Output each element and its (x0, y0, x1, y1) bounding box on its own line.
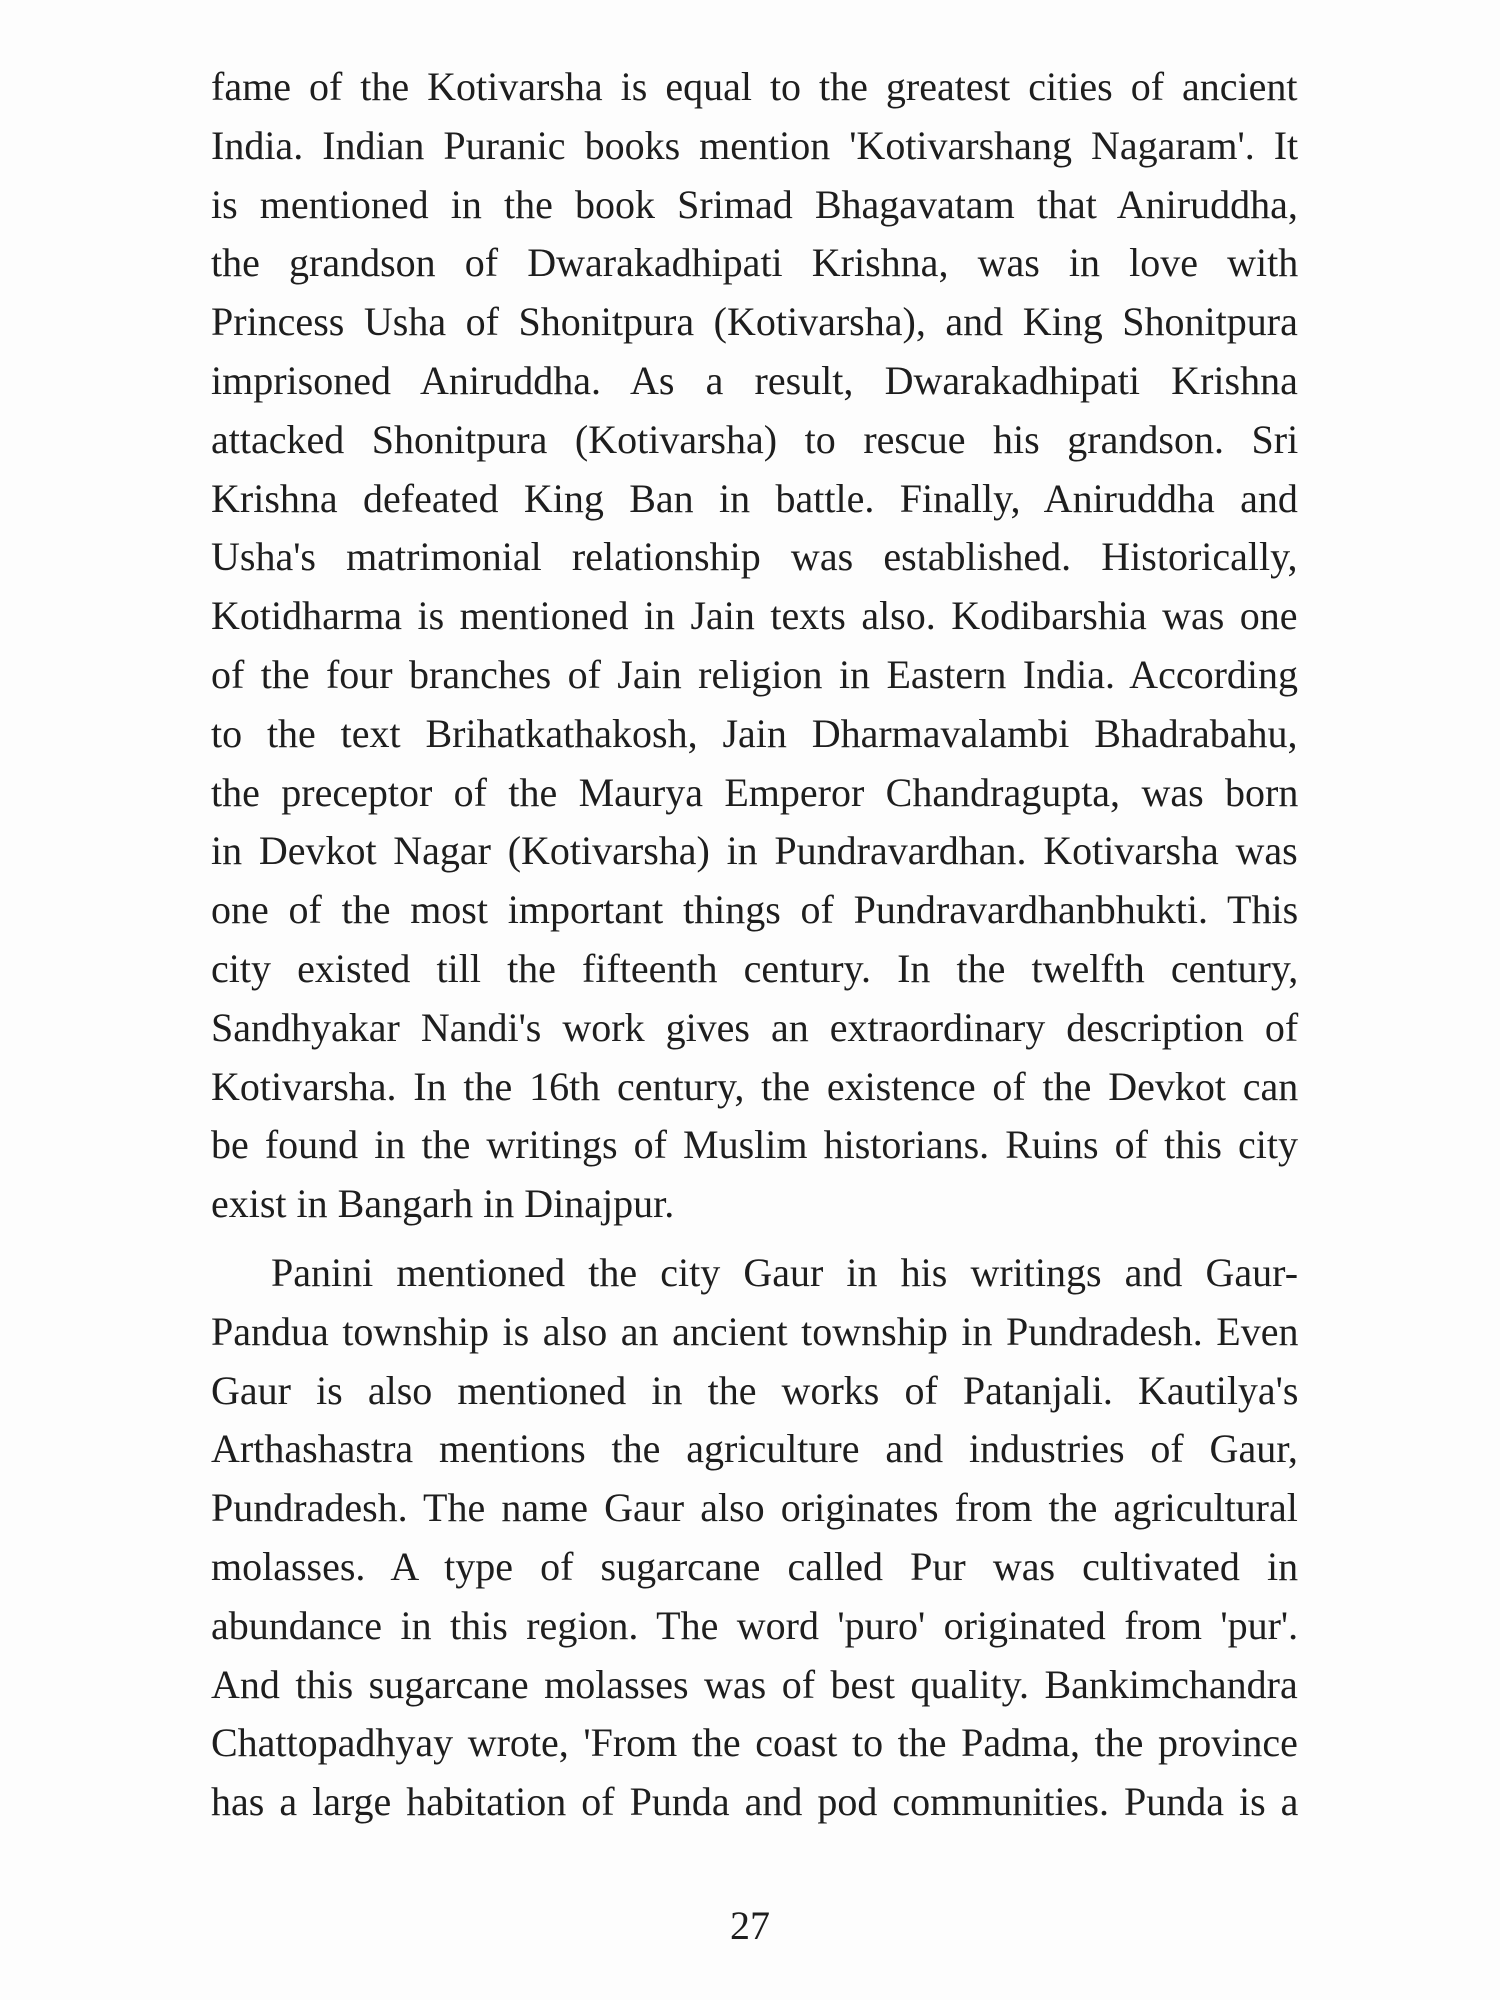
text-line: attacked Shonitpura (Kotivarsha) to rescue his grandson. Sri (211, 416, 1299, 462)
text-line: is mentioned in the book Srimad Bhagavatam that Aniruddha, (211, 181, 1298, 227)
text-line: in Devkot Nagar (Kotivarsha) in Pundravardhan. Kotivarsha was (211, 828, 1298, 874)
paragraph (211, 1244, 1298, 1832)
text-line: Panini mentioned the city Gaur in his writings and Gaur- (271, 1249, 1299, 1295)
text-line: Pandua township is also an ancient township in Pundradesh. Even (211, 1308, 1299, 1354)
page-number: 27 (730, 1903, 770, 1948)
body-text (211, 58, 1298, 1832)
text-line: of the four branches of Jain religion in Eastern India. According (211, 651, 1299, 697)
text-line: has a large habitation of Punda and pod communities. Punda is a (211, 1779, 1299, 1825)
text-line: fame of the Kotivarsha is equal to the greatest cities of ancient (211, 64, 1298, 109)
text-line: Usha's matrimonial relationship was established. Historically, (211, 534, 1298, 580)
text-line: Pundradesh. The name Gaur also originates from the agricultural (211, 1485, 1298, 1531)
text-line: India. Indian Puranic books mention 'Kotivarshang Nagaram'. It (211, 122, 1299, 168)
text-line: abundance in this region. The word 'puro' originated from 'pur'. (211, 1602, 1299, 1648)
text-line: one of the most important things of Pundravardhanbhukti. This (211, 887, 1299, 933)
text-line: the preceptor of the Maurya Emperor Chandragupta, was born (211, 769, 1299, 815)
text-line: the grandson of Dwarakadhipati Krishna, was in love with (211, 240, 1299, 286)
text-line: Sandhyakar Nandi's work gives an extraordinary description of (211, 1004, 1299, 1050)
text-line: Kotidharma is mentioned in Jain texts also. Kodibarshia was one (211, 593, 1298, 639)
text-line: to the text Brihatkathakosh, Jain Dharmavalambi Bhadrabahu, (211, 710, 1298, 756)
text-line: Chattopadhyay wrote, 'From the coast to the Padma, the province (211, 1720, 1298, 1766)
text-line: be found in the writings of Muslim historians. Ruins of this city (211, 1122, 1298, 1168)
text-line: exist in Bangarh in Dinajpur. (211, 1181, 675, 1227)
paragraph (211, 58, 1298, 1234)
text-line: Gaur is also mentioned in the works of Patanjali. Kautilya's (211, 1367, 1299, 1413)
text-line: city existed till the fifteenth century. In the twelfth century, (211, 945, 1299, 991)
text-line: imprisoned Aniruddha. As a result, Dwarakadhipati Krishna (211, 357, 1298, 403)
text-line: And this sugarcane molasses was of best quality. Bankimchandra (211, 1661, 1298, 1707)
text-line: Kotivarsha. In the 16th century, the existence of the Devkot can (211, 1063, 1299, 1109)
text-line: molasses. A type of sugarcane called Pur was cultivated in (211, 1543, 1299, 1589)
text-line: Krishna defeated King Ban in battle. Finally, Aniruddha and (211, 475, 1298, 521)
text-line: Princess Usha of Shonitpura (Kotivarsha), and King Shonitpura (211, 299, 1298, 345)
text-line: Arthashastra mentions the agriculture and industries of Gaur, (211, 1426, 1298, 1472)
